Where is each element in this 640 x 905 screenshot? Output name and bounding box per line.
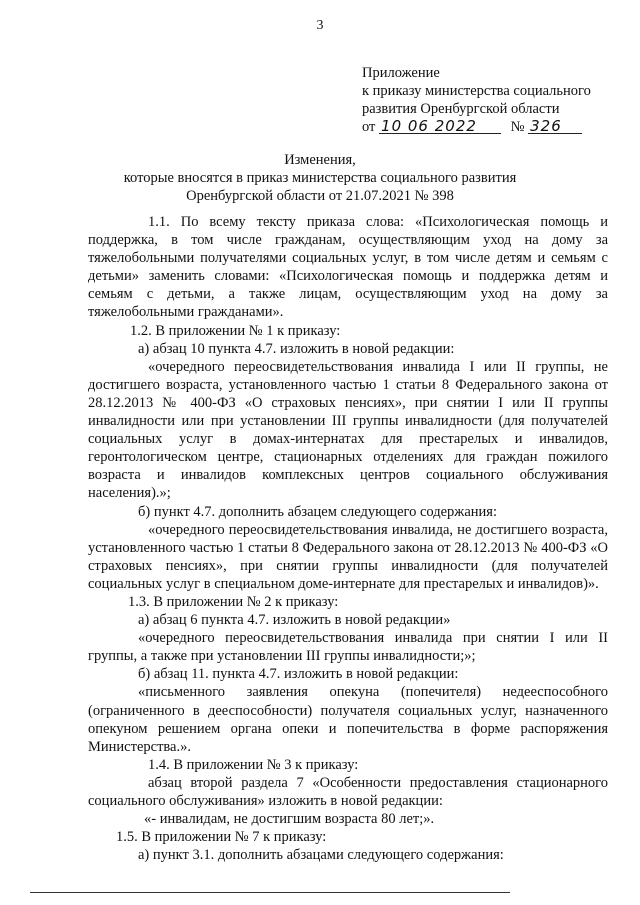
number-prefix: № — [510, 119, 525, 135]
paragraph-1-5: 1.5. В приложении № 7 к приказу: — [116, 829, 327, 846]
paragraph-1-3-b-text: «письменного заявления опекуна (попечителя) недееспособного (ограниченного в дееспособности) получателя социальных услуг, назначенного опекуном решением органа опеки и попечительства в форме распоряжения Министерства.». — [88, 684, 608, 755]
paragraph-1-2-b-text: «очередного переосвидетельствования инвалида, не достигшего возраста, установленного частью 1 статьи 8 Федерального закона от 28.12.2013 № 400-ФЗ «О страховых пенсиях», при снятии группы инвалидности (для получателей социальных услуг в специальном доме-интернате для престарелых и инвалидов)». — [88, 521, 608, 592]
paragraph-1-2-a: а) абзац 10 пункта 4.7. изложить в новой редакции: — [138, 340, 455, 357]
appendix-order-ref: к приказу министерства социального — [362, 83, 591, 99]
paragraph-1-4-text: абзац второй раздела 7 «Особенности предоставления стационарного социального обслуживания» изложить в новой редакции: — [88, 774, 608, 809]
appendix-date-line — [362, 118, 632, 136]
paragraph-1-2: 1.2. В приложении № 1 к приказу: — [130, 322, 341, 339]
handwritten-date: 10 06 2022 — [379, 119, 501, 134]
paragraph-1-3-b: б) абзац 11. пункта 4.7. изложить в новой редакции: — [138, 666, 459, 683]
date-prefix: от — [362, 119, 376, 135]
paragraph-1-3-a: а) абзац 6 пункта 4.7. изложить в новой редакции» — [138, 612, 451, 629]
paragraph-1-2-b: б) пункт 4.7. дополнить абзацем следующего содержания: — [138, 503, 497, 520]
title-line-3: Оренбургской области от 21.07.2021 № 398 — [186, 188, 454, 204]
paragraph-1-4-quote: «- инвалидам, не достигшим возраста 80 лет;». — [144, 811, 435, 828]
appendix-region: развития Оренбургской области — [362, 101, 560, 117]
document-title — [0, 151, 640, 205]
appendix-heading: Приложение — [362, 65, 440, 81]
handwritten-number: 326 — [528, 119, 582, 134]
title-line-1: Изменения, — [284, 152, 356, 168]
title-line-2: которые вносятся в приказ министерства социального развития — [123, 170, 517, 186]
paragraph-1-3: 1.3. В приложении № 2 к приказу: — [128, 593, 339, 610]
paragraph-1-4: 1.4. В приложении № 3 к приказу: — [148, 756, 359, 773]
paragraph-1-5-a: а) пункт 3.1. дополнить абзацами следующего содержания: — [138, 847, 504, 864]
paragraph-1-3-a-text: «очередного переосвидетельствования инвалида при снятии I или II группы, а также при установлении III группы инвалидности;»; — [88, 630, 608, 665]
paragraph-1-2-a-text: «очередного переосвидетельствования инвалида I или II группы, не достигшего возраста, установленного частью 1 статьи 8 Федерального закона от 28.12.2013 № 400-ФЗ «О страховых пенсиях», при снятии I или II группы инвалидности или при установлении III группы инвалидности (для получателей социальных услуг в домах-интернатах для престарелых и инвалидов, геронтологическом центре, стационарных отделениях для граждан пожилого возраста и инвалидов комплексных центров социального обслуживания населения).»; — [88, 358, 608, 502]
appendix-block — [362, 64, 632, 136]
paragraph-1-1: 1.1. По всему тексту приказа слова: «Психологическая помощь и поддержка, в том числе гражданам, осуществляющим уход на дому за тяжелобольными получателями социальных услуг, в том числе детям и семьям с детьми» заменить словами: «Психологическая помощь и поддержка детям и семьям с детьми, а также лицам, осуществляющим уход на дому за тяжелобольными гражданами». — [88, 214, 608, 321]
document-body — [88, 213, 608, 864]
footer-rule — [30, 892, 510, 893]
page-number: 3 — [316, 18, 324, 33]
